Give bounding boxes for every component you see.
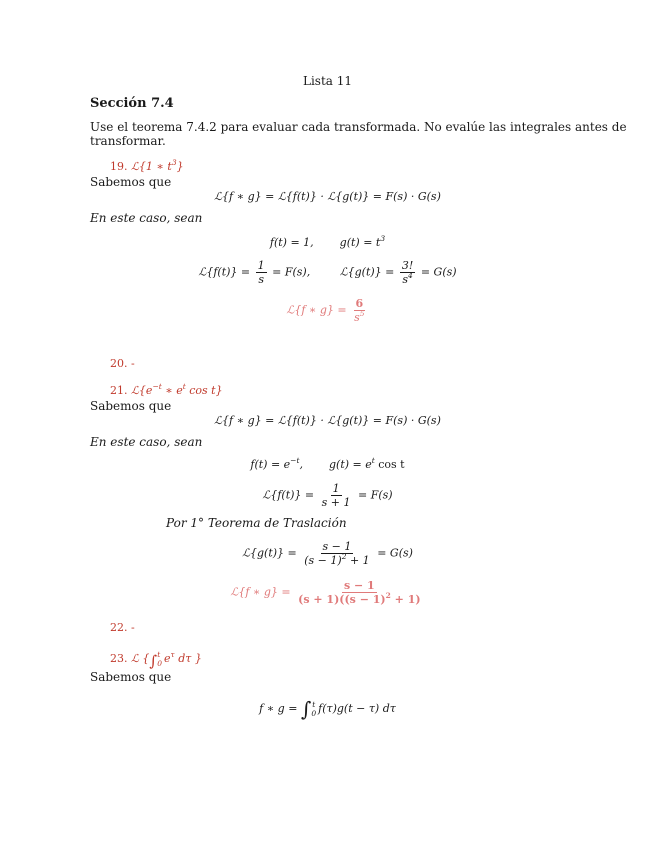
transform-g-21: ℒ{g(t)} = $\frac{s - 1}{(s - 1)^2 + 1}$ = G(s) bbox=[242, 540, 413, 567]
problem-23-label bbox=[110, 650, 202, 670]
answer-19: ℒ{f ∗ g} = $\frac{6}{s^5}$ bbox=[286, 297, 365, 324]
instructions-line-2: transformar. bbox=[90, 134, 166, 148]
en-este-caso-21: En este caso, sean bbox=[90, 435, 203, 449]
problem-expression: $ℒ\{e^{-t}$ ∗ $e^t$ cos t} bbox=[131, 382, 223, 397]
sabemos-que-23: Sabemos que bbox=[90, 670, 172, 684]
en-este-caso-19: En este caso, sean bbox=[90, 211, 203, 225]
problem-22-label: 22. - bbox=[110, 621, 135, 634]
integral-icon: ∫ bbox=[300, 697, 312, 721]
problem-expression: ℒ{1 ∗ $t^3$} bbox=[131, 158, 184, 173]
sabemos-que-19: Sabemos que bbox=[90, 175, 172, 189]
function-definitions-21: $f(t) = e^{-t}$, $g(t) = e^t$ cos t bbox=[250, 456, 405, 471]
transform-f-21: ℒ{f(t)} = $\frac{1}{s + 1}$ = F(s) bbox=[262, 482, 393, 509]
instructions-line-1: Use el teorema 7.4.2 para evaluar cada transformada. No evalúe las integrales antes de bbox=[90, 120, 627, 134]
answer-21: ℒ{f ∗ g} = $\frac{s - 1}{(s + 1)((s - 1)^2 + 1)}$ bbox=[230, 579, 421, 606]
problem-number: 19. bbox=[110, 160, 131, 173]
problem-number: 23. bbox=[110, 652, 131, 665]
page-title: Lista 11 bbox=[302, 74, 353, 88]
problem-21-label bbox=[110, 384, 223, 397]
convolution-theorem-19: ℒ{f ∗ g} = ℒ{f(t)} · ℒ{g(t)} = F(s) · G(s) bbox=[214, 190, 441, 203]
problem-19-label bbox=[110, 160, 184, 173]
problem-expression: ℒ {∫ t 0 $e^\tau$ dτ } bbox=[131, 650, 202, 670]
sabemos-que-21: Sabemos que bbox=[90, 399, 172, 413]
convolution-definition-23: f ∗ g = ∫ t 0 f(τ)g(t − τ) dτ bbox=[259, 697, 396, 721]
problem-20-label: 20. - bbox=[110, 357, 135, 370]
convolution-theorem-21: ℒ{f ∗ g} = ℒ{f(t)} · ℒ{g(t)} = F(s) · G(s) bbox=[214, 414, 441, 427]
function-definitions-19: f(t) = 1, $g(t) = t^3$ bbox=[269, 234, 386, 249]
problem-number: 21. bbox=[110, 384, 131, 397]
transforms-19: ℒ{f(t)} = $\frac{1}{s}$ = F(s), ℒ{g(t)} = $\frac{3!}{s^4}$ = G(s) bbox=[198, 259, 457, 286]
traslacion-note: Por 1° Teorema de Traslación bbox=[166, 516, 347, 530]
section-title: Sección 7.4 bbox=[90, 96, 174, 111]
